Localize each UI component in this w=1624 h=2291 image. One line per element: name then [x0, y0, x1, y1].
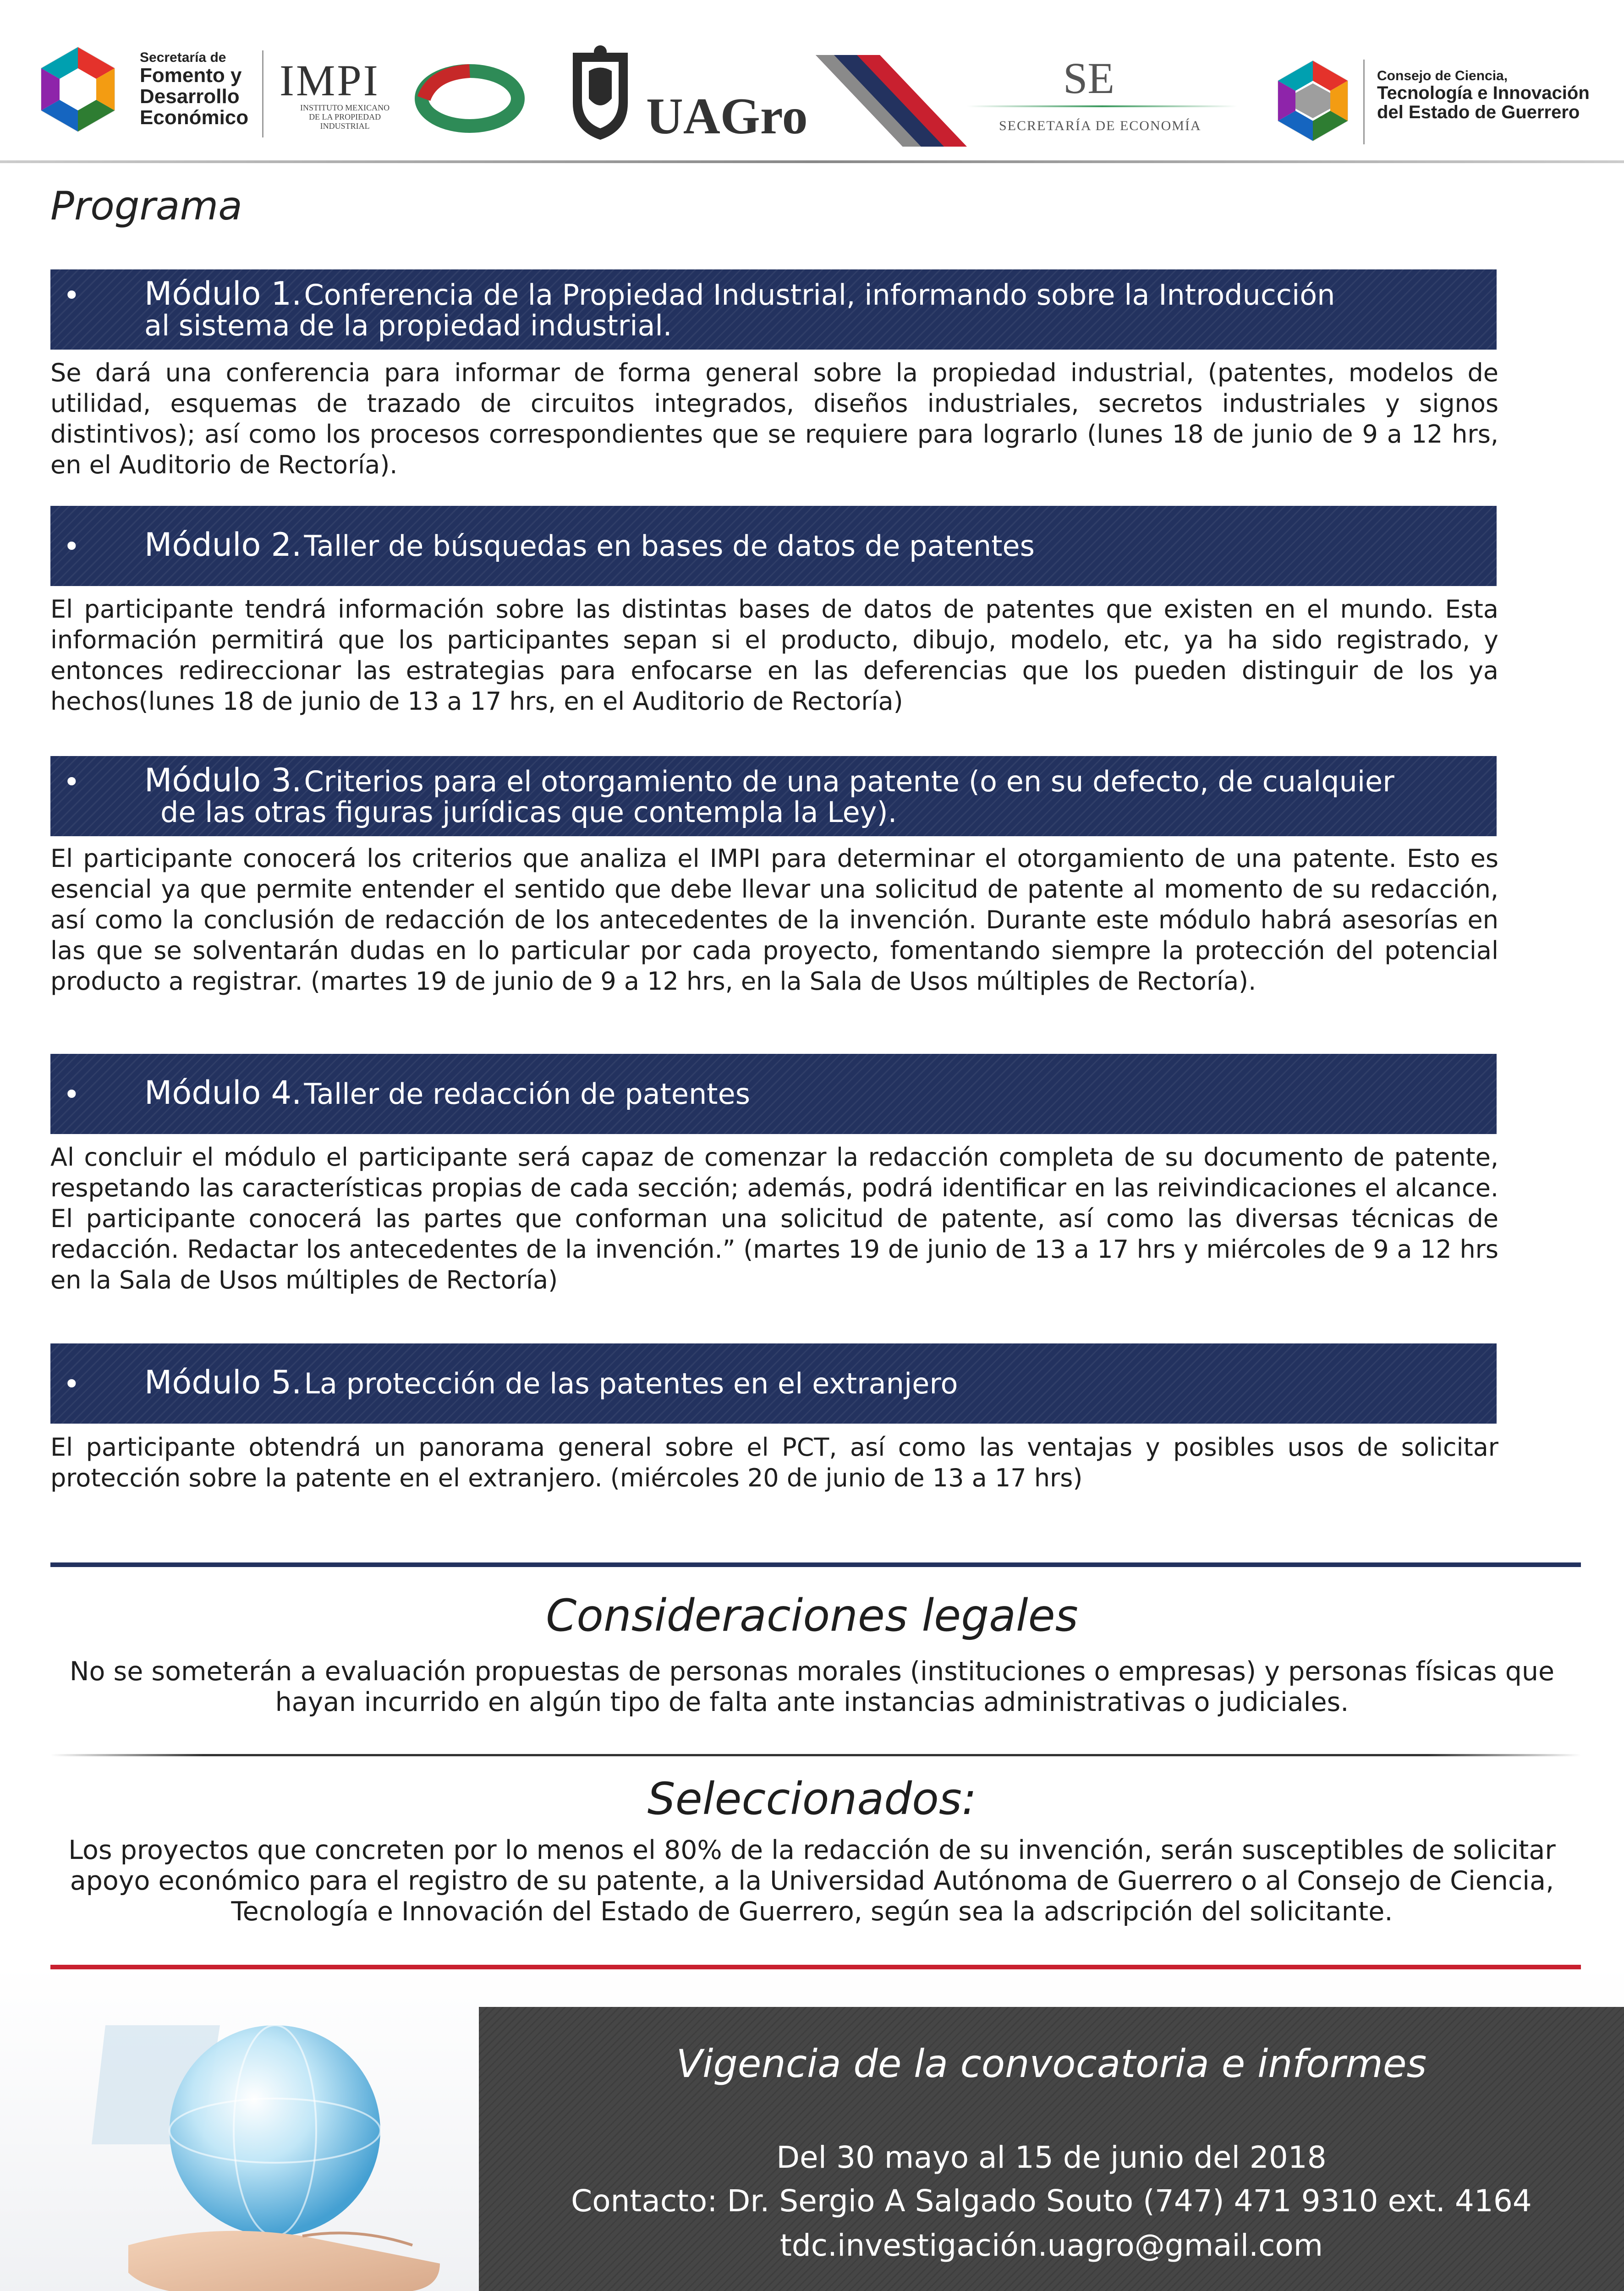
seleccionados-text: Los proyectos que concreten por lo menos el 80% de la redacción de su invención, serán susceptibles de solicitar apoyo económico para el registro de su patente, a la Universidad Autónoma de Guerrero o al Consejo de Ciencia, Tecnología e Innovación del Estado de Guerrero, según sea la adscripción del solicitante.: [68, 1835, 1556, 1927]
module-5-title: La protección de las patentes en el extranjero: [304, 1367, 958, 1400]
header-logos: [0, 0, 1624, 165]
impi-title: IMPI: [280, 56, 380, 105]
module-1-header: • Módulo 1. Conferencia de la Propiedad Industrial, informando sobre la Introducción al sistema de la propiedad industrial.: [50, 269, 1497, 350]
consideraciones-title: Consideraciones legales: [546, 1590, 1078, 1641]
impi-ring-icon: [415, 60, 525, 137]
module-3-title-line-2: de las otras figuras jurídicas que contempla la Ley).: [160, 795, 897, 829]
module-5-number: Módulo 5.: [144, 1364, 302, 1401]
module-2-title: Taller de búsquedas en bases de datos de patentes: [304, 529, 1035, 563]
uagro-shield-icon: [564, 44, 637, 142]
vigencia-email[interactable]: tdc.investigación.uagro@gmail.com: [779, 2228, 1323, 2263]
module-4-header: • Módulo 4. Taller de redacción de patentes: [50, 1054, 1497, 1134]
section-divider-gray: [50, 1754, 1581, 1756]
module-1-description: Se dará una conferencia para informar de forma general sobre la propiedad industrial, (patentes, modelos de utilidad, esquemas de trazado de circuitos integrados, diseños industriales, secretos industriales y signos distintivos); así como los procesos correspondientes que se requiere para lograrlo (lunes 18 de junio de 9 a 12 hrs, en el Auditorio de Rectoría).: [50, 358, 1498, 479]
seleccionados-title: Seleccionados:: [647, 1773, 977, 1825]
vigencia-contact: Contacto: Dr. Sergio A Salgado Souto (747) 471 9310 ext. 4164: [571, 2183, 1532, 2219]
sefode-logo-icon: [32, 44, 124, 135]
se-rule: [967, 105, 1237, 107]
module-4-description: Al concluir el módulo el participante será capaz de comenzar la redacción completa de su documento de patente, respetando las características propias de cada sección; además, podrá identificar en las reivindicaciones el alcance. El participante conocerá las partes que conforman una solicitud de patente, así como las diversas técnicas de redacción. Redactar los antecedentes de la invención.” (martes 19 de junio de 13 a 17 hrs y miércoles de 9 a 12 hrs en la Sala de Usos múltiples de Rectoría): [50, 1143, 1498, 1294]
header-divider: [0, 160, 1624, 163]
module-4-title: Taller de redacción de patentes: [304, 1077, 751, 1111]
section-divider-red: [50, 1965, 1581, 1969]
module-5-description: El participante obtendrá un panorama general sobre el PCT, así como las ventajas y posibles usos de solicitar protección sobre la patente en el extranjero. (miércoles 20 de junio de 13 a 17 hrs): [50, 1433, 1498, 1492]
module-3-number: Módulo 3.: [144, 762, 302, 799]
module-3-title-line-1: Criterios para el otorgamiento de una patente (o en su defecto, de cualquier: [304, 765, 1394, 798]
section-divider-navy: [50, 1562, 1581, 1567]
vigencia-dates: Del 30 mayo al 15 de junio del 2018: [776, 2140, 1327, 2175]
module-5-header: • Módulo 5. La protección de las patentes en el extranjero: [50, 1343, 1497, 1424]
module-1-title-line-2: al sistema de la propiedad industrial.: [144, 309, 672, 342]
sefode-caption: Secretaría de Fomento y Desarrollo Económico: [140, 50, 249, 129]
module-2-number: Módulo 2.: [144, 526, 302, 564]
vigencia-title: Vigencia de la convocatoria e informes: [676, 2041, 1427, 2086]
module-1-number: Módulo 1.: [144, 275, 302, 312]
cocytieg-logo-icon: [1269, 57, 1356, 144]
se-subtitle: SECRETARÍA DE ECONOMÍA: [999, 118, 1202, 133]
module-1-title-line-1: Conferencia de la Propiedad Industrial, informando sobre la Introducción: [304, 278, 1335, 312]
programa-title: Programa: [50, 183, 242, 229]
module-3-description: El participante conocerá los criterios que analiza el IMPI para determinar el otorgamiento de una patente. Esto es esencial ya que permite entender el sentido que debe llevar una solicitud de patente al momento de su redacción, así como la conclusión de redacción de los antecedentes de la invención. Durante este módulo habrá asesorías en las que se solventarán dudas en lo particular por cada proyecto, fomentando siempre la protección del potencial producto a registrar. (martes 19 de junio de 9 a 12 hrs, en la Sala de Usos múltiples de Rectoría).: [50, 844, 1498, 996]
module-4-number: Módulo 4.: [144, 1074, 302, 1112]
cocytieg-caption: Consejo de Ciencia, Tecnología e Innovación del Estado de Guerrero: [1377, 68, 1590, 122]
uagro-wordmark: UAGro: [646, 88, 808, 145]
uagro-stripes-icon: [816, 55, 967, 147]
impi-subtitle: INSTITUTO MEXICANO DE LA PROPIEDAD INDUSTRIAL: [300, 103, 390, 131]
se-title: SE: [1063, 54, 1115, 103]
module-3-header: • Módulo 3. Criterios para el otorgamiento de una patente (o en su defecto, de cualquier de las otras figuras jurídicas que contempla la Ley).: [50, 756, 1497, 836]
module-2-header: • Módulo 2. Taller de búsquedas en bases de datos de patentes: [50, 506, 1497, 586]
hand-globe-illustration: [64, 2007, 449, 2291]
module-2-description: El participante tendrá información sobre las distintas bases de datos de patentes que existen en el mundo. Esta información permitirá que los participantes sepan si el producto, dibujo, modelo, etc, ya ha sido registrado, y entonces redireccionar las estrategias para enfocarse en las deferencias que los pueden distinguir de los ya hechos(lunes 18 de junio de 13 a 17 hrs, en el Auditorio de Rectoría): [50, 595, 1498, 716]
consideraciones-text: No se someterán a evaluación propuestas de personas morales (instituciones o empresas) y personas físicas que hayan incurrido en algún tipo de falta ante instancias administrativas o judiciales.: [69, 1656, 1555, 1717]
